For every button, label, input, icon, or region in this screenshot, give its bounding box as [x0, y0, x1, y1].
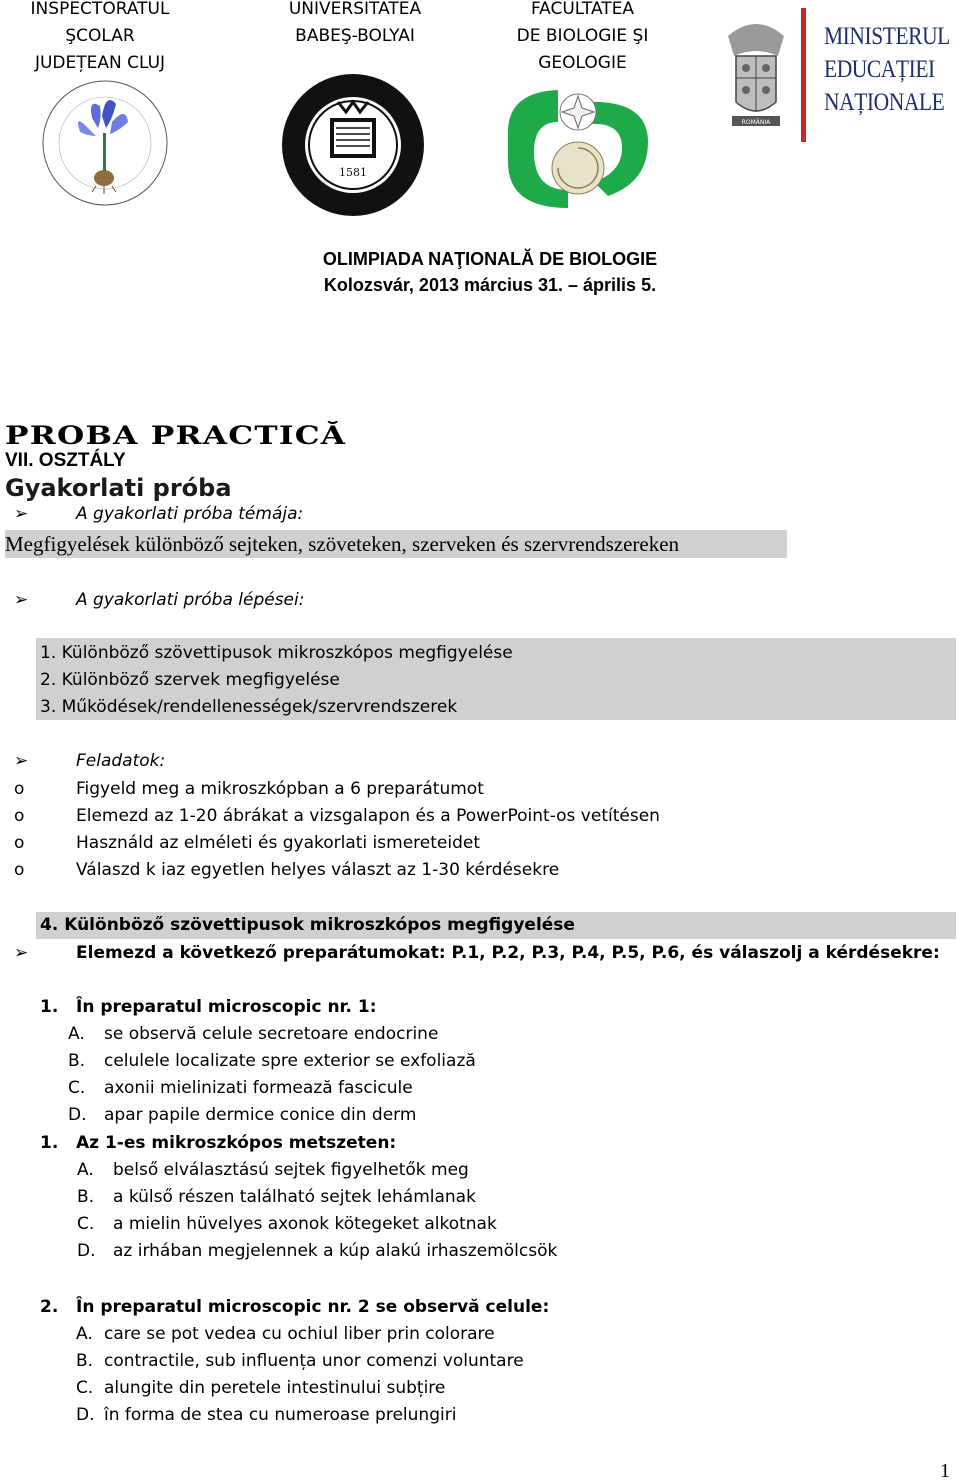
- option-letter: D.: [76, 1405, 95, 1425]
- class-heading: VII. OSZTÁLY: [5, 450, 126, 471]
- option-letter: C.: [77, 1214, 95, 1234]
- lepesek-label: [14, 590, 304, 610]
- feladat-text: Használd az elméleti és gyakorlati ismereteidet: [76, 833, 480, 853]
- option-text: axonii mielinizati formează fascicule: [104, 1078, 413, 1098]
- feladat-text: Elemezd az 1-20 ábrákat a vizsgalapon és a PowerPoint-os vetítésen: [76, 806, 660, 826]
- option-text: contractile, sub influența unor comenzi voluntare: [104, 1351, 524, 1371]
- question-number: 2.: [40, 1297, 59, 1317]
- olympiad-crocus-logo: [40, 78, 170, 208]
- gyakorlati-heading: Gyakorlati próba: [5, 474, 232, 502]
- option-letter: A.: [68, 1024, 85, 1044]
- section4-heading: 4. Különböző szövettipusok mikroszkópos megfigyelése: [40, 915, 575, 935]
- page-number: 1: [940, 1460, 950, 1482]
- feladatok-label: [14, 748, 165, 775]
- arrow-bullet-icon: ➢: [14, 751, 29, 771]
- option-text: belső elválasztású sejtek figyelhetők meg: [113, 1160, 469, 1180]
- question-text: În preparatul microscopic nr. 1:: [76, 997, 377, 1017]
- header-line: GEOLOGIE: [538, 53, 627, 73]
- answer-option: [76, 1375, 445, 1402]
- tema-text: Megfigyelések különböző sejteken, szöveteken, szerveken és szervrendszereken: [5, 530, 787, 558]
- arrow-bullet-icon: ➢: [14, 590, 29, 610]
- header-line: INSPECTORATUL: [30, 0, 170, 19]
- arrow-bullet-icon: ➢: [14, 504, 29, 524]
- header-line: DE BIOLOGIE ŞI: [516, 26, 649, 46]
- ministry-line: EDUCAȚIEI: [824, 56, 935, 83]
- option-letter: C.: [76, 1378, 94, 1398]
- header-university: [270, 0, 440, 50]
- option-text: a mielin hüvelyes axonok kötegeket alkotnak: [113, 1214, 497, 1234]
- feladat-item: [14, 776, 484, 803]
- romania-label: ROMÂNIA: [741, 119, 771, 126]
- option-text: alungite din peretele intestinului subțire: [104, 1378, 446, 1398]
- ministry-name: [824, 20, 958, 119]
- feladat-item: [14, 830, 480, 857]
- option-text: care se pot vedea cu ochiul liber prin colorare: [104, 1324, 495, 1344]
- circle-bullet-icon: o: [14, 860, 25, 880]
- question-ro-2: [40, 1294, 549, 1321]
- option-text: în forma de stea cu numeroase prelungiri: [104, 1405, 457, 1425]
- answer-option: [76, 1402, 456, 1429]
- answer-option: [76, 1321, 495, 1348]
- ministry-line: NAȚIONALE: [824, 89, 945, 116]
- option-letter: D.: [77, 1241, 96, 1261]
- feladat-item: [14, 803, 660, 830]
- option-text: se observă celule secretoare endocrine: [104, 1024, 439, 1044]
- question-ro-1: [40, 994, 377, 1021]
- ministry-red-bar: [801, 8, 806, 142]
- option-letter: B.: [77, 1187, 95, 1207]
- step-item: 2. Különböző szervek megfigyelése: [40, 670, 340, 690]
- olympiad-title-line1: OLIMPIADA NAŢIONALĂ DE BIOLOGIE: [322, 249, 658, 269]
- tema-label: [14, 504, 303, 524]
- answer-option: [77, 1157, 469, 1184]
- circle-bullet-icon: o: [14, 833, 25, 853]
- question-text: Az 1-es mikroszkópos metszeten:: [76, 1133, 397, 1153]
- option-letter: A.: [77, 1160, 94, 1180]
- arrow-bullet-icon: ➢: [14, 943, 29, 963]
- answer-option: [68, 1102, 416, 1129]
- circle-bullet-icon: o: [14, 806, 25, 826]
- question-text: În preparatul microscopic nr. 2 se observă celule:: [76, 1297, 550, 1317]
- romania-coat-of-arms: [720, 16, 792, 136]
- olympiad-title-line2: Kolozsvár, 2013 március 31. – április 5.: [323, 275, 657, 295]
- olympiad-title: [0, 246, 960, 298]
- option-letter: D.: [68, 1105, 87, 1125]
- faculty-logo: [498, 72, 658, 212]
- elemezd-text: Elemezd a következő preparátumokat: P.1, P.2, P.3, P.4, P.5, P.6, és válaszolj a kérdésekre:: [76, 943, 940, 963]
- option-text: a külső részen található sejtek lehámlanak: [113, 1187, 476, 1207]
- step-item: 1. Különböző szövettipusok mikroszkópos megfigyelése: [40, 643, 513, 663]
- answer-option: [68, 1021, 438, 1048]
- ministry-line: MINISTERUL: [824, 23, 950, 50]
- header-faculty: [495, 0, 670, 77]
- option-text: apar papile dermice conice din derm: [104, 1105, 417, 1125]
- feladatok-label-text: Feladatok:: [76, 751, 166, 771]
- option-letter: A.: [76, 1324, 93, 1344]
- answer-option: [77, 1184, 476, 1211]
- option-letter: B.: [68, 1051, 86, 1071]
- elemezd-line: [14, 940, 940, 967]
- question-number: 1.: [40, 997, 59, 1017]
- proba-practica-heading: PROBA PRACTICĂ: [5, 421, 347, 450]
- lepesek-label-text: A gyakorlati próba lépései:: [76, 590, 305, 610]
- header-line: UNIVERSITATEA: [288, 0, 422, 19]
- answer-option: [68, 1075, 413, 1102]
- header-line: BABEŞ-BOLYAI: [295, 26, 415, 46]
- university-seal-logo: [280, 72, 426, 218]
- feladat-text: Válaszd k iaz egyetlen helyes választ az 1-30 kérdésekre: [76, 860, 560, 880]
- feladat-item: [14, 857, 559, 884]
- answer-option: [76, 1348, 524, 1375]
- option-letter: C.: [68, 1078, 86, 1098]
- header-inspectorat: [20, 0, 180, 77]
- option-letter: B.: [76, 1351, 94, 1371]
- step-item: 3. Működések/rendellenességek/szervrendszerek: [40, 697, 458, 717]
- header-line: JUDEȚEAN CLUJ: [34, 53, 166, 73]
- svg-text:1581: 1581: [339, 166, 367, 179]
- tema-label-text: A gyakorlati próba témája:: [76, 504, 304, 524]
- option-text: celulele localizate spre exterior se exfoliază: [104, 1051, 476, 1071]
- option-text: az irhában megjelennek a kúp alakú irhaszemölcsök: [113, 1241, 558, 1261]
- question-number: 1.: [40, 1133, 59, 1153]
- answer-option: [77, 1238, 557, 1265]
- answer-option: [77, 1211, 497, 1238]
- question-hu-1: [40, 1130, 396, 1157]
- header-line: ŞCOLAR: [65, 26, 135, 46]
- feladat-text: Figyeld meg a mikroszkópban a 6 preparátumot: [76, 779, 484, 799]
- circle-bullet-icon: o: [14, 779, 25, 799]
- answer-option: [68, 1048, 476, 1075]
- header-line: FACULTATEA: [530, 0, 635, 19]
